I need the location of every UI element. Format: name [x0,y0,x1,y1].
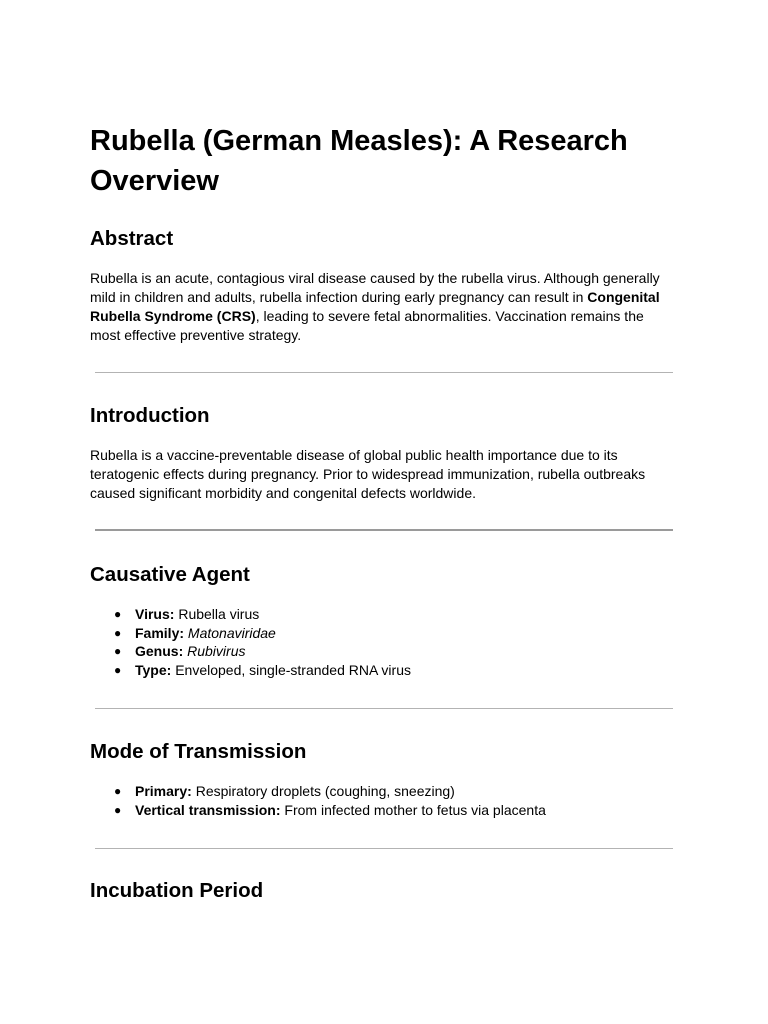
list-item [90,782,546,801]
list-item [90,661,411,680]
list-item [90,624,411,643]
list-item-value: Respiratory droplets (coughing, sneezing) [195,783,455,799]
list-item-label: Family: [135,624,185,641]
abstract-text-2: , leading to severe fetal abnormalities. Vaccination remains the most effective preventive strategy. [90,308,644,343]
list-item-value: From infected mother to fetus via placenta [284,801,546,818]
list-item [90,642,411,661]
list-item-value: Matonaviridae [187,624,276,641]
list-item-label: Genus: [135,643,184,660]
list-item-value: Rubella virus [178,606,260,622]
list-item-label: Type: [135,661,172,678]
list-item-label: Vertical transmission: [135,801,281,818]
abstract-bold-term: Congenital Rubella Syndrome (CRS) [90,289,660,324]
abstract-text-1: Rubella is an acute, contagious viral disease caused by the rubella virus. Although generally mild in children and adults, rubella infection during early pregnancy can result in [90,270,660,305]
list-item [90,801,546,820]
list-item-label: Virus: [135,606,175,622]
list-item-value: Enveloped, single-stranded RNA virus [175,661,411,678]
bullet-icon: ● [114,607,122,621]
introduction-paragraph: Rubella is a vaccine-preventable disease of global public health importance due to its teratogenic effects during pregnancy. Prior to widespread immunization, rubella outbreaks caused significant morbidity and congenital defects worldwide. [90,447,646,501]
introduction-heading: Introduction [90,404,210,427]
section-divider [95,372,673,373]
bullet-icon: ● [114,625,122,640]
causative-agent-list [90,605,411,679]
transmission-list [90,782,546,819]
transmission-heading: Mode of Transmission [90,740,307,763]
section-divider [95,708,673,709]
section-divider [95,848,673,849]
bullet-icon: ● [114,662,122,677]
bullet-icon: ● [114,802,122,817]
causative-agent-heading: Causative Agent [90,563,250,586]
incubation-heading: Incubation Period [90,879,264,902]
page-title: Rubella (German Measles): A Research Overview [90,125,628,197]
list-item-label: Primary: [135,783,192,799]
list-item [90,605,411,624]
abstract-paragraph [90,269,675,345]
abstract-heading: Abstract [90,227,174,250]
bullet-icon: ● [114,644,122,659]
list-item-value: Rubivirus [187,643,246,660]
bullet-icon: ● [114,784,122,798]
section-divider [95,529,673,531]
